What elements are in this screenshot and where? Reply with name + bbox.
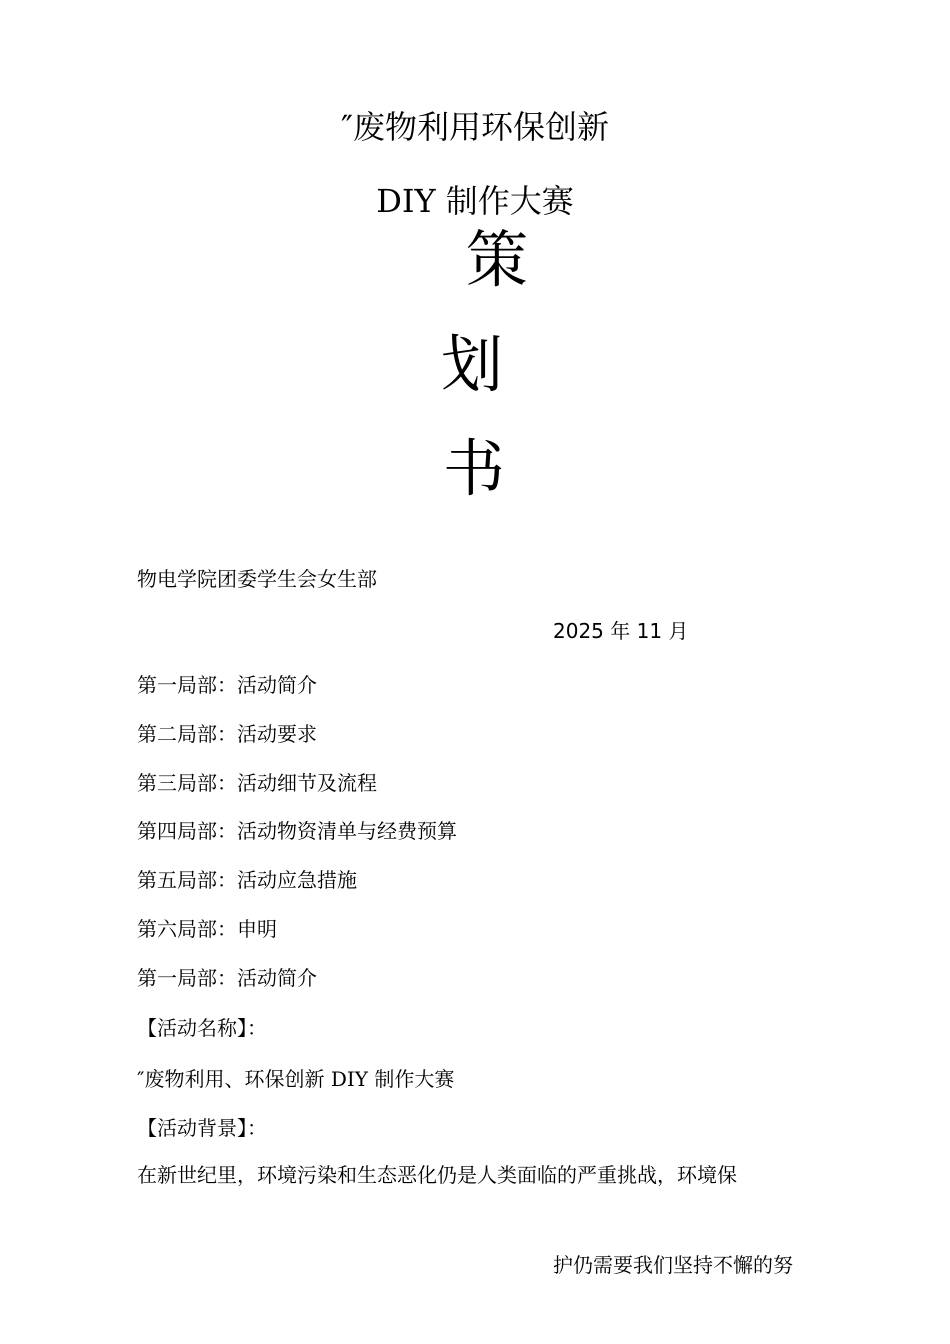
activity-background-text: 在新世纪里，环境污染和生态恶化仍是人类面临的严重挑战，环境保 xyxy=(137,1163,737,1187)
big-title-char-1: 策 xyxy=(466,223,529,296)
page-continuation-text: 护仍需要我们坚持不懈的努 xyxy=(553,1253,793,1277)
activity-name-label: 【活动名称】： xyxy=(137,1016,267,1040)
toc-item: 第五局部：活动应急措施 xyxy=(137,868,357,892)
organizer: 物电学院团委学生会女生部 xyxy=(137,567,377,591)
big-title-char-2: 划 xyxy=(441,328,504,401)
title-line-1: ″废物利用环保创新 xyxy=(341,108,609,146)
title-line-2: DIY 制作大赛 xyxy=(376,182,574,220)
big-title-char-3: 书 xyxy=(443,432,506,505)
toc-item: 第二局部：活动要求 xyxy=(137,722,317,746)
activity-name-value: ″废物利用、环保创新 DIY 制作大赛 xyxy=(137,1067,455,1091)
toc-item: 第六局部：申明 xyxy=(137,917,277,941)
toc-item: 第四局部：活动物资清单与经费预算 xyxy=(137,819,457,843)
toc-item: 第一局部：活动简介 xyxy=(137,673,317,697)
document-date: 2025 年 11 月 xyxy=(553,619,689,643)
activity-background-label: 【活动背景】： xyxy=(137,1116,267,1140)
section-heading: 第一局部：活动简介 xyxy=(137,966,317,990)
toc-item: 第三局部：活动细节及流程 xyxy=(137,771,377,795)
